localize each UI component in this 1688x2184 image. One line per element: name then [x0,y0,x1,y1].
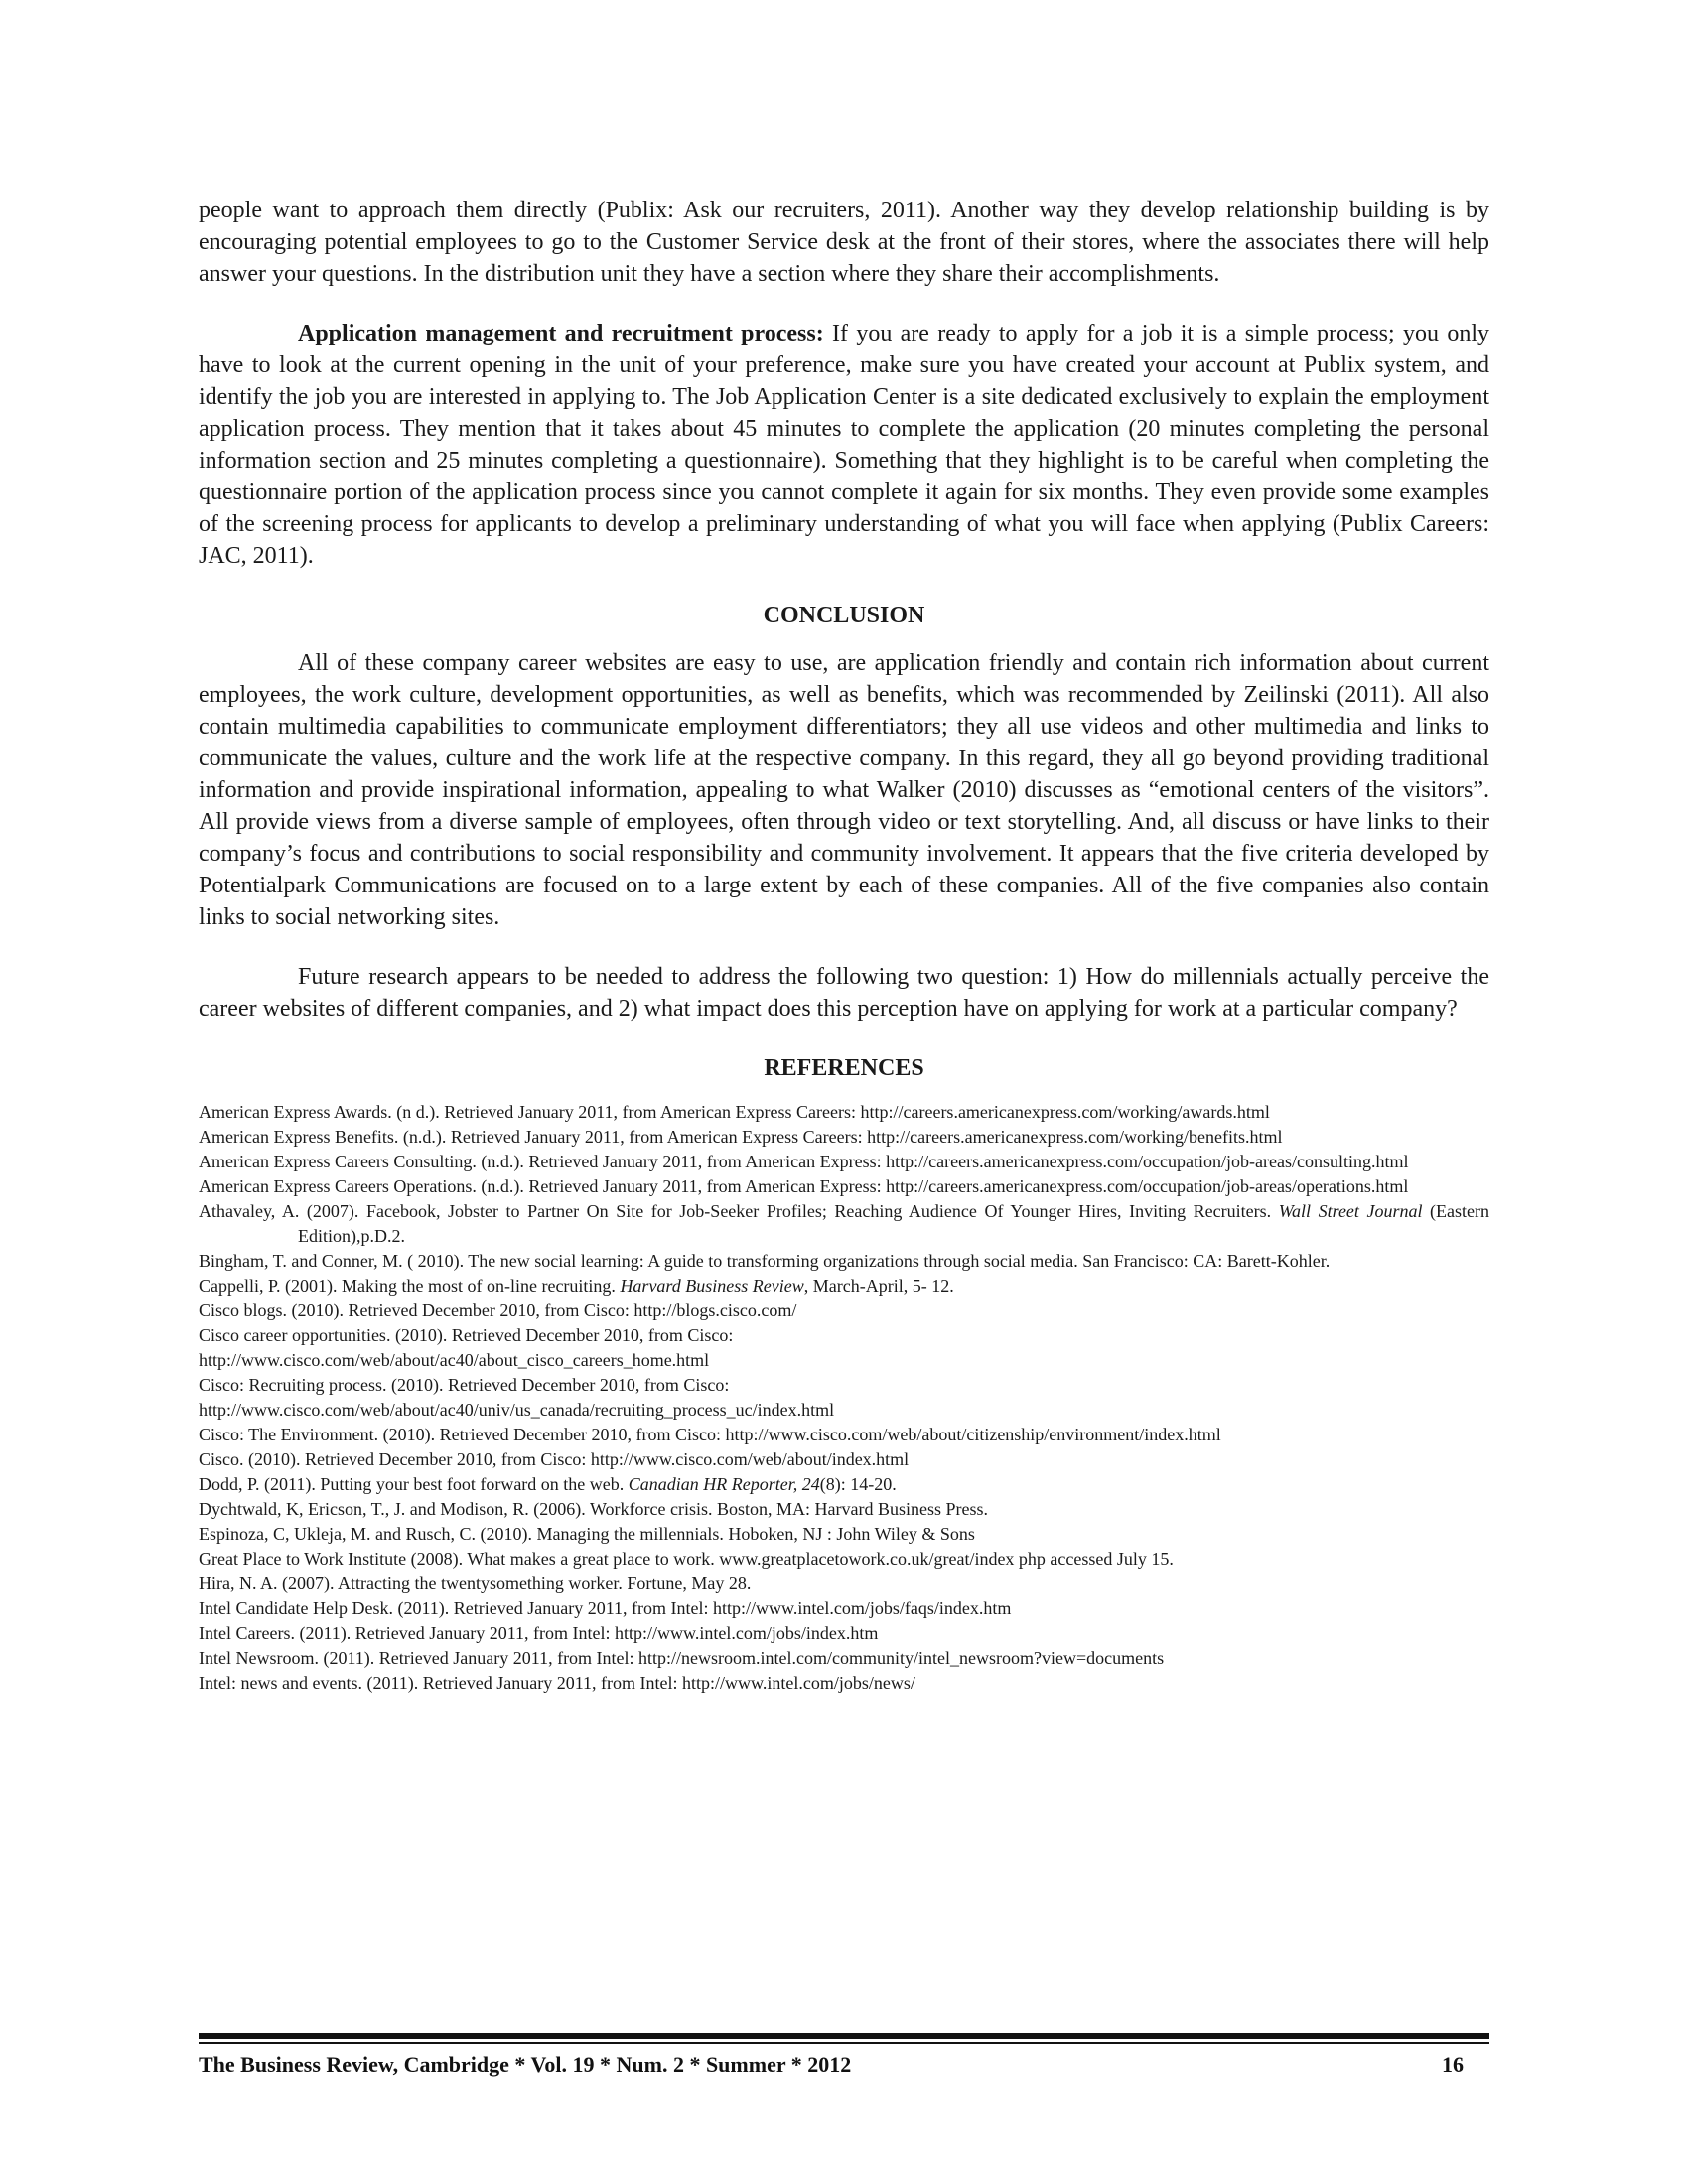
reference-item: Cisco: Recruiting process. (2010). Retrieved December 2010, from Cisco: [199,1375,730,1395]
footer-row [199,2052,1489,2078]
reference-item [199,1472,1489,1497]
reference-text: Cappelli, P. (2001). Making the most of on-line recruiting. [199,1276,621,1296]
reference-text: Dodd, P. (2011). Putting your best foot forward on the web. [199,1474,629,1494]
reference-journal: Wall Street Journal [1278,1201,1423,1221]
paragraph-future-research: Future research appears to be needed to address the following two question: 1) How do millennials actually perceive the career websites of different companies, and 2) what impact does this perception have on applying for work at a particular company? [199,964,1489,1022]
reference-journal: Harvard Business Review [620,1276,804,1296]
page-number: 16 [1442,2052,1464,2077]
reference-item: Intel: news and events. (2011). Retrieved January 2011, from Intel: http://www.intel.com/jobs/news/ [199,1673,915,1693]
reference-url: http://www.cisco.com/web/about/ac40/about_cisco_careers_home.html [199,1350,710,1370]
reference-url: http://careers.americanexpress.com/occupation/job-areas/operations.html [886,1176,1409,1196]
reference-item: Espinoza, C, Ukleja, M. and Rusch, C. (2010). Managing the millennials. Hoboken, NJ : John Wiley & Sons [199,1524,975,1544]
reference-text: American Express Awards. (n d.). Retrieved January 2011, from American Express Careers: [199,1102,861,1122]
paragraph-conclusion: All of these company career websites are easy to use, are application friendly and contain rich information about current employees, the work culture, development opportunities, as well as benefits, which was recommended by Zeilinski (2011). All also contain multimedia capabilities to communicate employment differentiators; they all use videos and other multimedia and links to communicate the values, culture and the work life at the respective company. In this regard, they all go beyond providing traditional information and provide inspirational information, appealing to what Walker (2010) discusses as “emotional centers of the visitors”. All provide views from a diverse sample of employees, often through video or text storytelling. And, all discuss or have links to their company’s focus and contributions to social responsibility and community involvement. It appears that the five criteria developed by Potentialpark Communications are focused on to a large extent by each of these companies. All of the five companies also contain links to social networking sites. [199,650,1489,930]
journal-citation: The Business Review, Cambridge * Vol. 19 * Num. 2 * Summer * 2012 [199,2052,852,2077]
reference-item: Cisco blogs. (2010). Retrieved December 2010, from Cisco: http://blogs.cisco.com/ [199,1300,797,1320]
reference-item: Bingham, T. and Conner, M. ( 2010). The new social learning: A guide to transforming organizations through social media. San Francisco: CA: Barett-Kohler. [199,1251,1331,1271]
reference-item [199,1199,1489,1249]
reference-item: Cisco: The Environment. (2010). Retrieved December 2010, from Cisco: http://www.cisco.com/web/about/citizenship/environment/index.html [199,1425,1221,1444]
reference-url: http://www.cisco.com/web/about/ac40/univ/us_canada/recruiting_process_uc/index.html [199,1400,835,1420]
reference-text: American Express Benefits. (n.d.). Retrieved January 2011, from American Express Careers: [199,1127,868,1147]
references-heading: REFERENCES [764,1055,924,1081]
reference-text: American Express Careers Operations. (n.d.). Retrieved January 2011, from American Express: [199,1176,887,1196]
reference-item: Dychtwald, K, Ericson, T., J. and Modison, R. (2006). Workforce crisis. Boston, MA: Harvard Business Press. [199,1499,988,1519]
reference-item [199,1274,1489,1298]
reference-item [199,1100,1489,1125]
paragraph-body: If you are ready to apply for a job it is a simple process; you only have to look at the current opening in the unit of your preference, make sure you have created your account at Publix system, and identify the job you are interested in applying to. The Job Application Center is a site dedicated exclusively to explain the employment application process. They mention that it takes about 45 minutes to complete the application (20 minutes completing the personal information section and 25 minutes completing a questionnaire). Something that they highlight is to be careful when completing the questionnaire portion of the application process since you cannot complete it again for six months. They even provide some examples of the screening process for applicants to develop a preliminary understanding of what you will face when applying (Publix Careers: JAC, 2011). [199,321,1489,569]
reference-item: Intel Candidate Help Desk. (2011). Retrieved January 2011, from Intel: http://www.intel.com/jobs/faqs/index.htm [199,1598,1012,1618]
reference-item: Hira, N. A. (2007). Attracting the twentysomething worker. Fortune, May 28. [199,1573,752,1593]
document-page [199,195,1489,1696]
reference-item: Intel Newsroom. (2011). Retrieved January 2011, from Intel: http://newsroom.intel.com/community/intel_newsroom?view=documents [199,1648,1165,1668]
reference-item: Intel Careers. (2011). Retrieved January 2011, from Intel: http://www.intel.com/jobs/index.htm [199,1623,879,1643]
reference-url: http://careers.americanexpress.com/working/awards.html [860,1102,1270,1122]
paragraph-relationship-building: people want to approach them directly (Publix: Ask our recruiters, 2011). Another way they develop relationship building is by encouraging potential employees to go to the Customer Service desk at the front of their stores, where the associates there will help answer your questions. In the distribution unit they have a section where they share their accomplishments. [199,198,1489,287]
reference-list [199,1100,1489,1696]
reference-item: Cisco career opportunities. (2010). Retrieved December 2010, from Cisco: [199,1325,734,1345]
reference-text: Athavaley, A. (2007). Facebook, Jobster to Partner On Site for Job-Seeker Profiles; Reaching Audience Of Younger Hires, Inviting Recruiters. [199,1201,1279,1221]
reference-item [199,1125,1489,1150]
paragraph-application-management [199,318,1489,572]
footer-rule-thin [199,2042,1489,2044]
reference-item [199,1174,1489,1199]
reference-url: http://careers.americanexpress.com/occupation/job-areas/consulting.html [886,1152,1409,1171]
reference-url: http://careers.americanexpress.com/working/benefits.html [867,1127,1283,1147]
conclusion-heading: CONCLUSION [763,603,925,628]
reference-journal: Canadian HR Reporter, 24 [628,1474,820,1494]
reference-text: , March-April, 5- 12. [803,1276,954,1296]
paragraph-lead-bold: Application management and recruitment process: [298,321,824,346]
reference-text: (8): 14-20. [819,1474,897,1494]
reference-text: American Express Careers Consulting. (n.d.). Retrieved January 2011, from American Express: [199,1152,887,1171]
page-footer [199,2033,1489,2078]
reference-item: Great Place to Work Institute (2008). What makes a great place to work. www.greatplacetowork.co.uk/great/index php accessed July 15. [199,1549,1174,1569]
reference-text: (Eastern Edition),p.D.2. [298,1201,1490,1246]
reference-item [199,1150,1489,1174]
reference-item: Cisco. (2010). Retrieved December 2010, from Cisco: http://www.cisco.com/web/about/index.html [199,1449,910,1469]
